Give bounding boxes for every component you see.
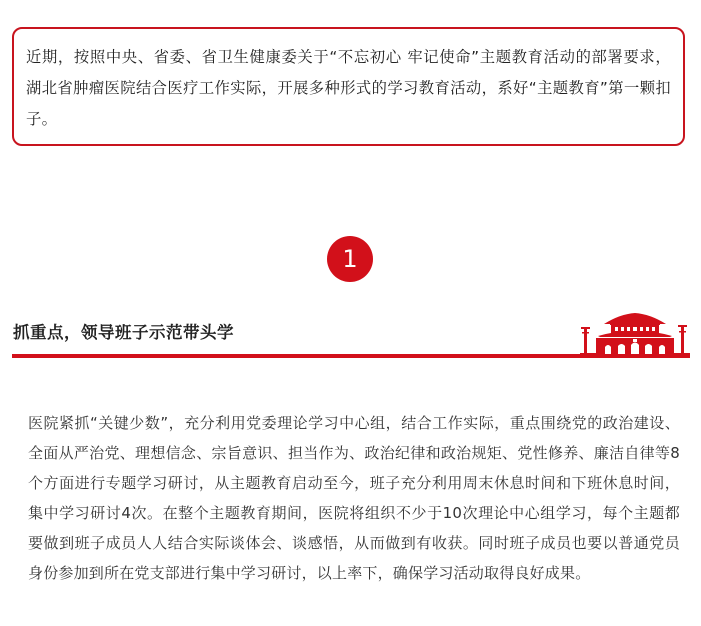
section-divider	[12, 354, 690, 358]
section-body-paragraph: 医院紧抓“关键少数”，充分利用党委理论学习中心组，结合工作实际，重点围绕党的政治建设、全面从严治党、理想信念、宗旨意识、担当作为、政治纪律和政治规矩、党性修养、廉洁自律等8个方面进行专题学习研讨，从主题教育启动至今，班子充分利用周末休息时间和下班休息时间，集中学习研讨4次。在整个主题教育期间，医院将组织不少于10次理论中心组学习，每个主题都要做到班子成员人人结合实际谈体会、谈感悟，从而做到有收获。同时班子成员也要以普通党员身份参加到所在党支部进行集中学习研讨，以上率下，确保学习活动取得良好成果。	[28, 414, 680, 582]
intro-box	[12, 27, 685, 146]
section-number-badge: 1	[327, 236, 373, 282]
intro-paragraph: 近期，按照中央、省委、省卫生健康委关于“不忘初心 牢记使命”主题教育活动的部署要求，湖北省肿瘤医院结合医疗工作实际，开展多种形式的学习教育活动，系好“主题教育”第一颗扣子。	[26, 48, 671, 128]
tiananmen-gate-icon	[580, 310, 690, 356]
section-header	[12, 310, 690, 362]
section-title: 抓重点，领导班子示范带头学	[13, 323, 234, 342]
